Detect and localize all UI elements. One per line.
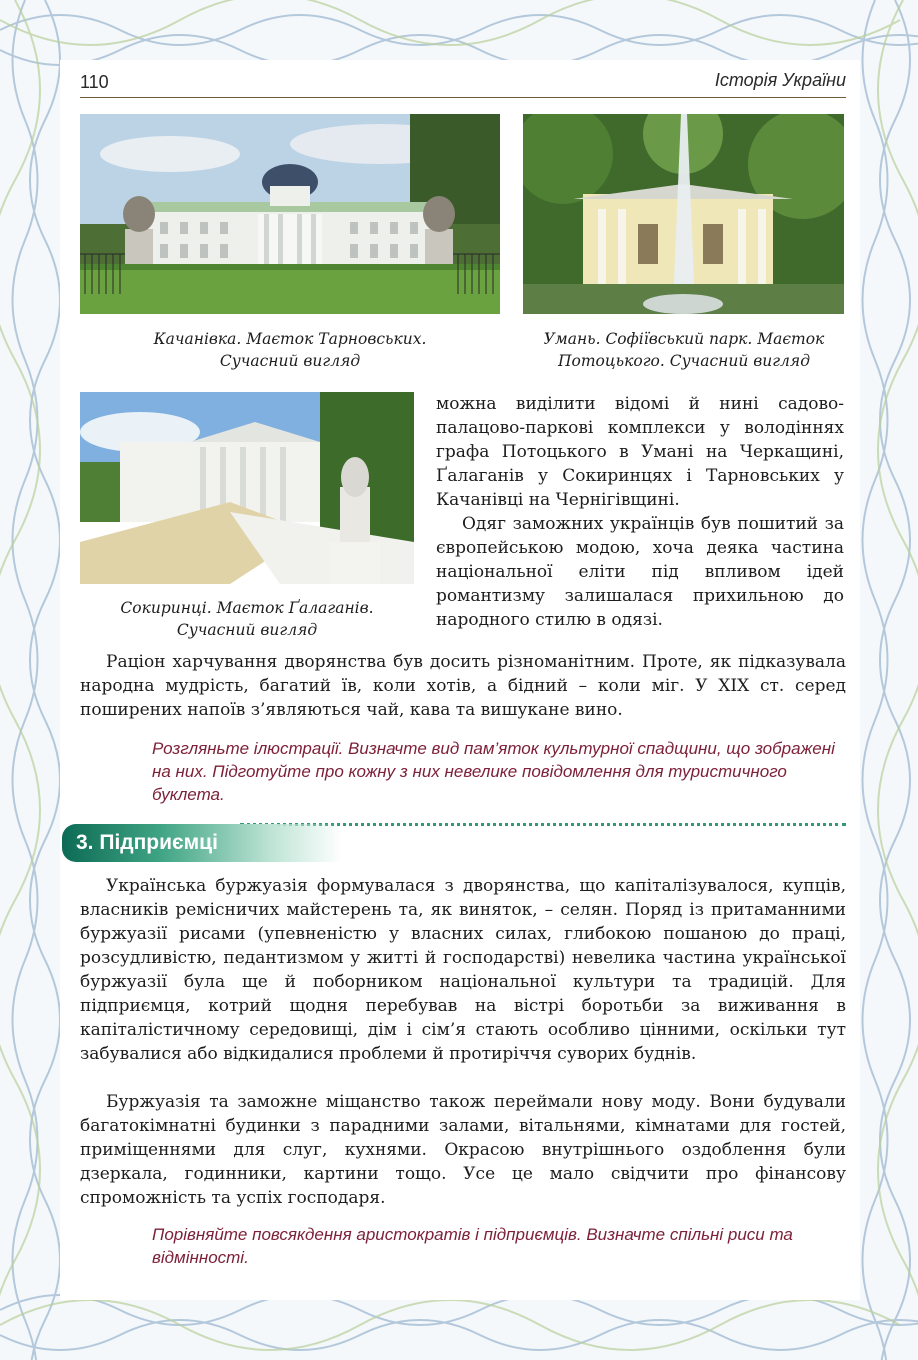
section-heading: 3. Підприємці <box>62 824 342 862</box>
kachanivka-caption <box>80 328 500 372</box>
task-prompt: Порівняйте повсякдення аристократів і підприємців. Визначте спільні риси та відмінності. <box>152 1225 793 1267</box>
paragraph: Раціон харчування дворянства був досить різноманітним. Проте, як підказувала народна мудрість, багатий їв, коли хотів, а бідний – коли міг. У ХІХ ст. серед поширених напоїв з’являються чай, кава та вишукане вино. <box>80 652 846 720</box>
caption-line: Умань. Софіївський парк. Маєток <box>543 330 825 348</box>
paragraph-fashion <box>80 1090 846 1210</box>
running-header <box>80 66 846 98</box>
caption-line: Потоцького. Сучасний вигляд <box>557 352 811 370</box>
paragraph: Буржуазія та заможне міщанство також переймали нову моду. Вони будували багатокімнатні будинки з парадними залами, вітальнями, кімнатами для гостей, приміщеннями для слуг, кухнями. Окрасою внутрішнього оздоблення були дзеркала, годинники, картини тощо. Усе це мало свідчити про фінансову спроможність та успіх господаря. <box>80 1092 846 1208</box>
task-prompt: Розгляньте ілюстрації. Визначте вид пам’яток культурної спадщини, що зображені на них. Підготуйте про кожну з них невелике повідомлення для туристичного буклета. <box>152 739 835 804</box>
paragraph-bourgeoisie <box>80 874 846 1066</box>
sokyryntsi-photo <box>80 392 414 584</box>
caption-line: Сучасний вигляд <box>219 352 361 370</box>
paragraph: Одяг заможних українців був пошитий за європейською модою, хоча деяка частина національної еліти під впливом ідей романтизму залишалася прихильною до народного стилю в одязі. <box>436 514 844 630</box>
paragraph-diet <box>80 650 846 722</box>
uman-photo <box>523 114 844 314</box>
kachanivka-photo <box>80 114 500 314</box>
book-title: Історія України <box>714 70 846 90</box>
page-number: 110 <box>80 72 109 92</box>
caption-line: Качанівка. Маєток Тарновських. <box>153 330 427 348</box>
caption-line: Сокиринці. Маєток Ґалаганів. <box>120 599 374 617</box>
caption-line: Сучасний вигляд <box>176 621 318 639</box>
column-text <box>436 392 844 632</box>
uman-caption <box>515 328 853 372</box>
sokyryntsi-caption <box>80 597 414 641</box>
paragraph: Українська буржуазія формувалася з дворянства, що капіталізувалося, купців, власників ремісничих майстерень та, як виняток, – селян. Поряд із притаманними буржуазії рисами (упевненістю у власних силах, глибокою пошаною до праці, розсудливістю, педантизмом у житті й господарстві) невелика частина української буржуазії була ще й поборником національної культури та традицій. Для підприємця, котрий щодня перебував на вістрі боротьби за виживання в капіталістичному середовищі, дім і сім’я стають особливо цінними, оскільки тут забувалися або відкидалися проблеми й протиріччя суворих буднів. <box>80 876 846 1064</box>
paragraph: можна виділити відомі й нині садово-палацово-паркові комплекси у володіннях графа Потоцького в Умані на Черкащині, Ґалаганів у Сокиринцях і Тарновських у Качанівці на Чернігівщині. <box>436 394 844 510</box>
